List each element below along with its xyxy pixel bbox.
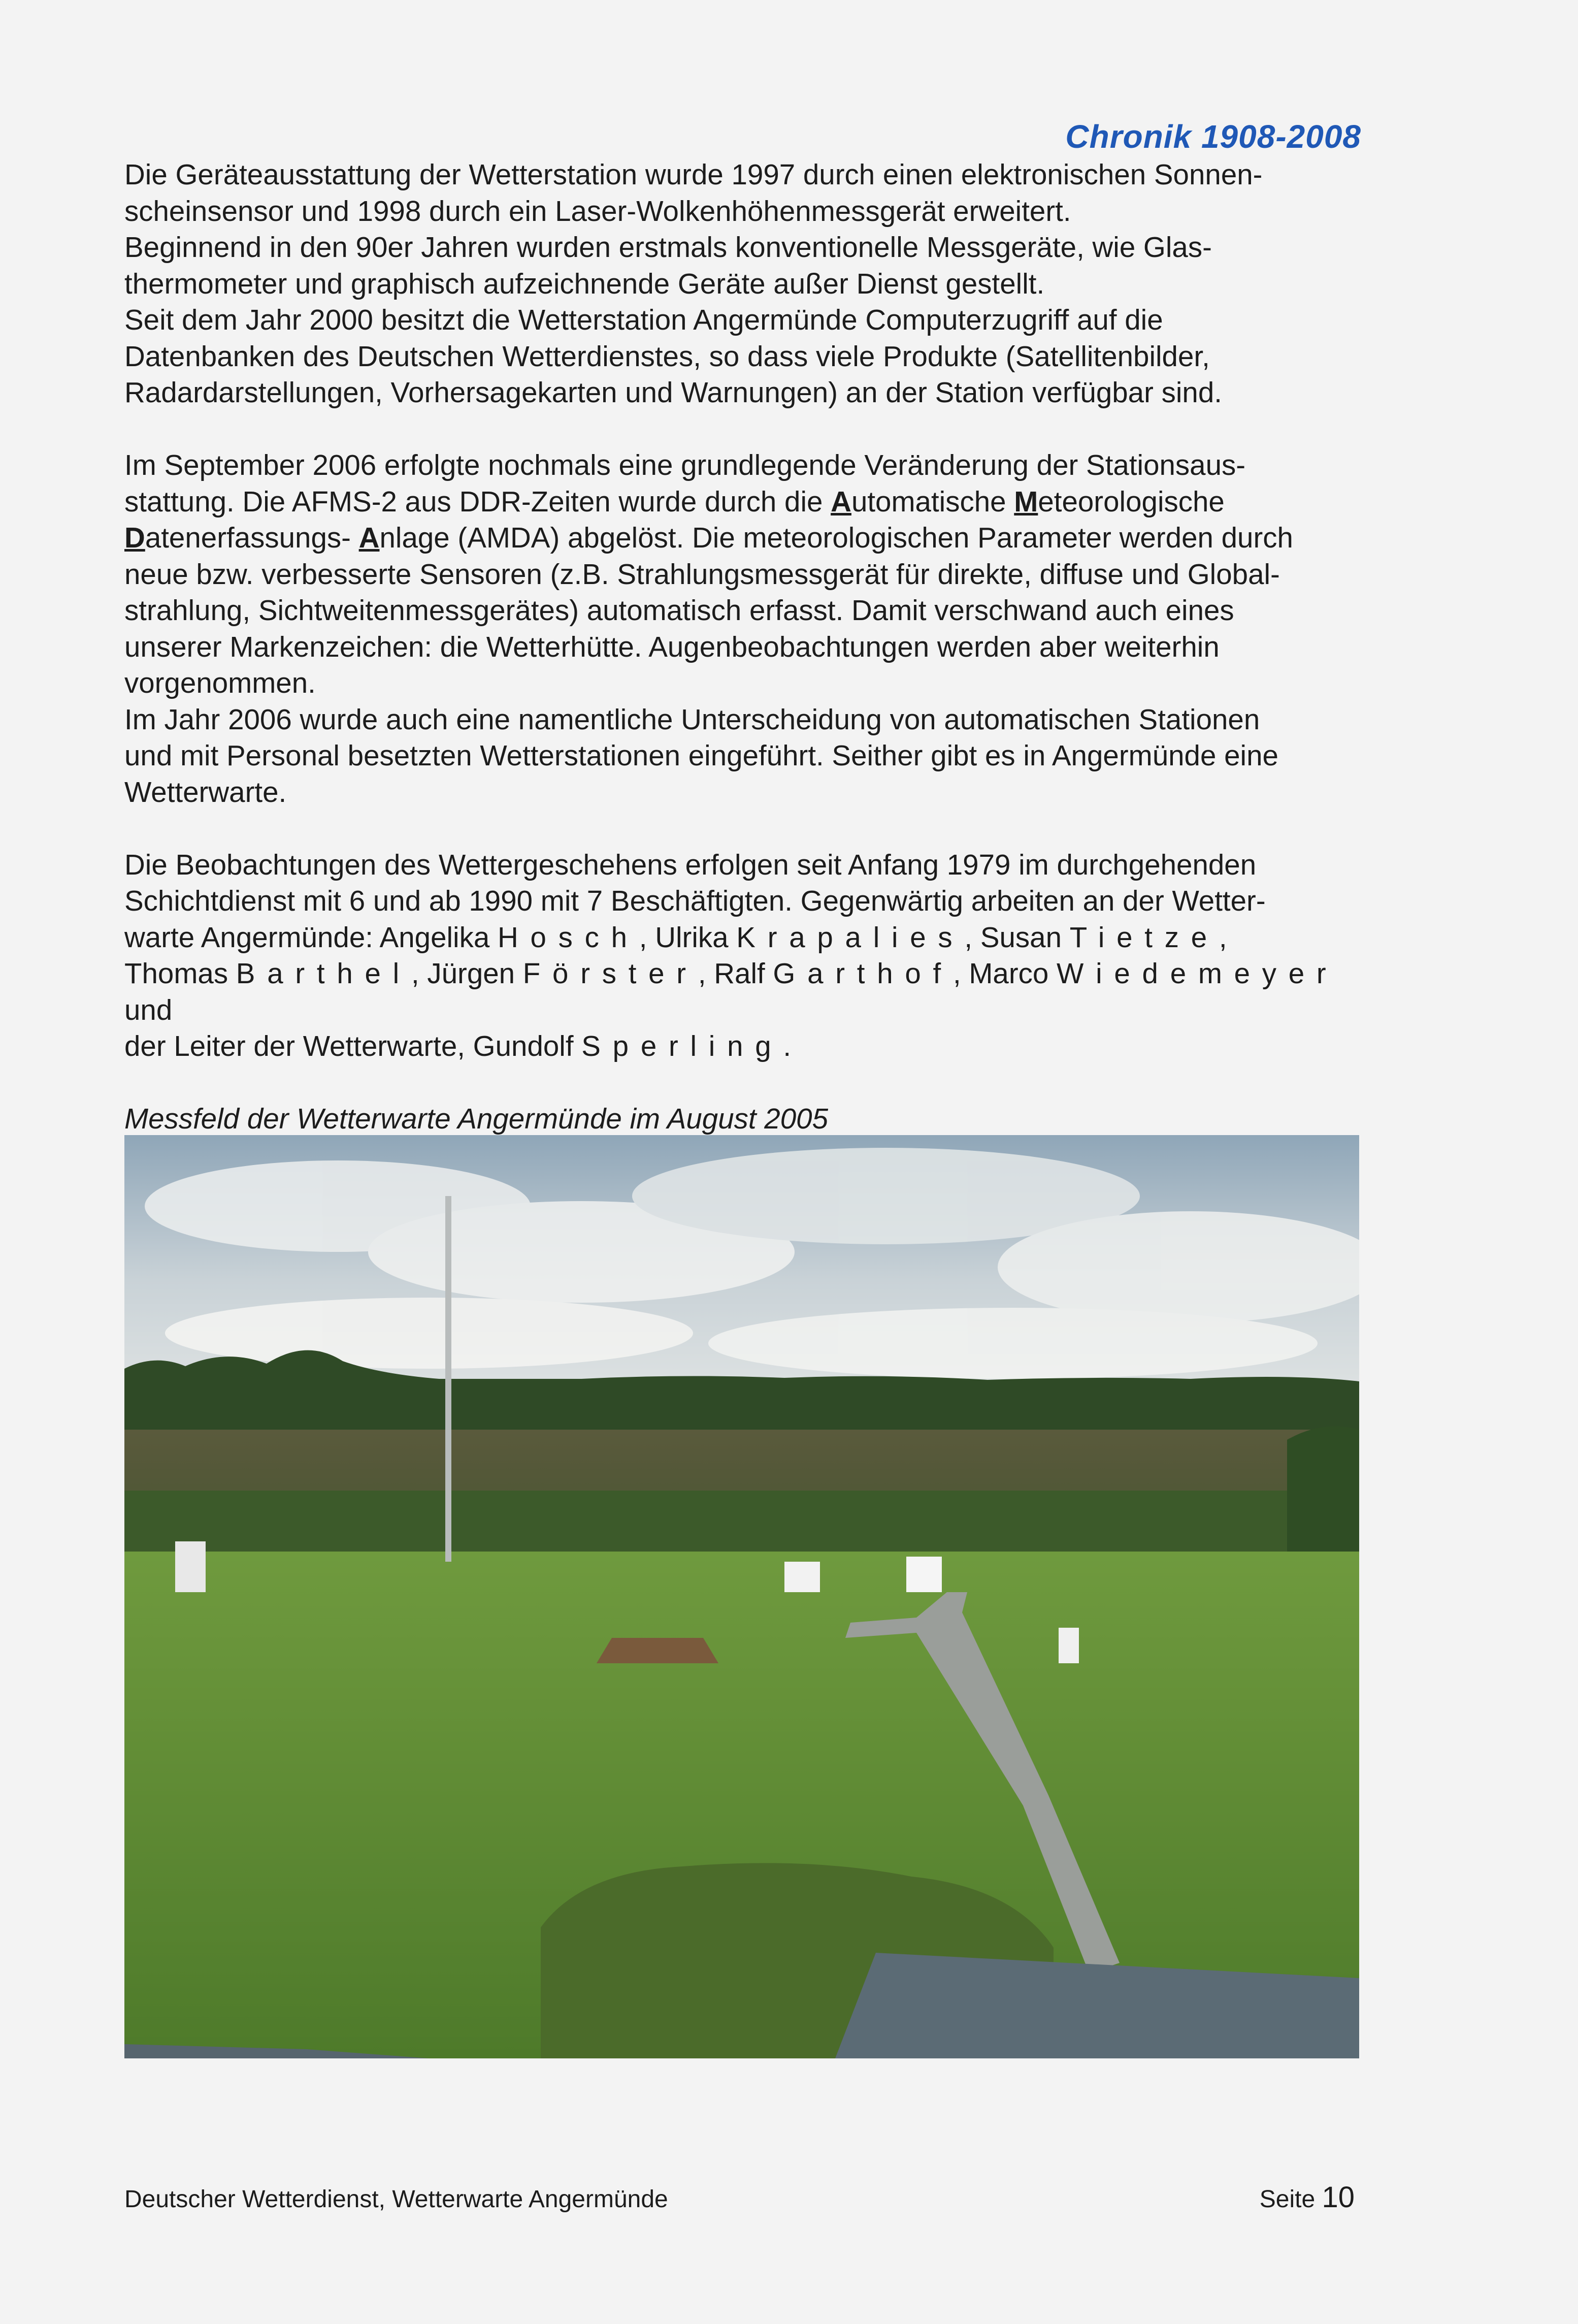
photo-container [906, 1557, 942, 1592]
photo-soil-plot [597, 1638, 718, 1663]
amda-letter-m: M [1014, 485, 1038, 518]
text-fragment: , Jürgen [411, 957, 523, 989]
text-line: unserer Markenzeichen: die Wetterhütte. Augenbeobachtungen werden aber weiterhin [124, 630, 1220, 663]
staff-name: Wiedemeyer [1057, 957, 1338, 989]
text-line: Die Beobachtungen des Wettergeschehens erfolgen seit Anfang 1979 im durchgehenden [124, 848, 1257, 881]
text-fragment: , [1219, 921, 1227, 953]
text-line: Die Geräteausstattung der Wetterstation wurde 1997 durch einen elektronischen Sonnen- [124, 158, 1263, 190]
text-line: vorgenommen. [124, 667, 316, 699]
staff-name: Sperling [581, 1030, 783, 1062]
photo-mast [445, 1196, 451, 1562]
text-fragment: nlage (AMDA) abgelöst. Die meteorologischen Parameter werden durch [379, 522, 1293, 554]
page-label: Seite [1259, 2186, 1316, 2213]
text-line [124, 919, 1363, 956]
text-fragment: und [124, 993, 173, 1026]
text-line: Seit dem Jahr 2000 besitzt die Wetterstation Angermünde Computerzugriff auf die [124, 304, 1163, 336]
text-line: neue bzw. verbesserte Sensoren (z.B. Strahlungsmessgerät für direkte, diffuse und Global- [124, 558, 1280, 590]
photo-radiation-stand [175, 1541, 206, 1592]
text-line [124, 1028, 1363, 1064]
text-line: Im Jahr 2006 wurde auch eine namentliche Unterscheidung von automatischen Stationen [124, 703, 1260, 735]
page-number-value: 10 [1322, 2181, 1355, 2214]
staff-name: Barthel [236, 957, 411, 989]
text-fragment: Thomas [124, 957, 236, 989]
photo-sensor-box [784, 1562, 820, 1592]
photo-hedge [124, 1491, 1359, 1557]
text-line: Radardarstellungen, Vorhersagekarten und Warnungen) an der Station verfügbar sind. [124, 376, 1222, 408]
body-text [124, 156, 1363, 1137]
staff-name: Tietze [1069, 921, 1219, 953]
text-fragment: warte Angermünde: Angelika [124, 921, 498, 953]
text-fragment: atenerfassungs- [145, 522, 359, 554]
text-line: Datenbanken des Deutschen Wetterdienstes, so dass viele Produkte (Satellitenbilder, [124, 340, 1210, 372]
amda-letter-a2: A [358, 522, 380, 554]
text-fragment: der Leiter der Wetterwarte, Gundolf [124, 1030, 582, 1062]
text-fragment: stattung. Die AFMS-2 aus DDR-Zeiten wurde durch die [124, 485, 831, 518]
text-fragment: utomatische [851, 485, 1014, 518]
photo-rain-gauge [1059, 1628, 1079, 1663]
page-number [1260, 2180, 1355, 2214]
photo-caption: Messfeld der Wetterwarte Angermünde im August 2005 [124, 1103, 828, 1135]
amda-letter-d: D [124, 522, 145, 554]
text-line: Im September 2006 erfolgte nochmals eine grundlegende Veränderung der Stationsaus- [124, 449, 1246, 481]
text-line: strahlung, Sichtweitenmessgerätes) automatisch erfasst. Damit verschwand auch eines [124, 594, 1234, 626]
amda-letter-a: A [831, 485, 851, 518]
staff-name: Garthof [773, 957, 953, 989]
text-line: Wetterwarte. [124, 776, 287, 808]
text-line [124, 520, 1363, 556]
text-fragment: , Ulrika [639, 921, 737, 953]
text-fragment: , Ralf [698, 957, 773, 989]
measuring-field-photo [124, 1135, 1359, 2058]
text-line: und mit Personal besetzten Wetterstationen eingeführt. Seither gibt es in Angermünde eine [124, 739, 1278, 771]
text-line: Beginnend in den 90er Jahren wurden erstmals konventionelle Messgeräte, wie Glas- [124, 231, 1212, 263]
text-line: thermometer und graphisch aufzeichnende Geräte außer Dienst gestellt. [124, 267, 1045, 300]
staff-name: Krapalies [736, 921, 965, 953]
staff-name: Förster [522, 957, 698, 989]
text-line [124, 955, 1363, 1028]
text-fragment: , Marco [952, 957, 1057, 989]
text-fragment: eteorologische [1038, 485, 1225, 518]
chronik-header: Chronik 1908-2008 [1065, 118, 1361, 155]
staff-name: Hosch [497, 921, 639, 953]
text-fragment: , Susan [964, 921, 1070, 953]
text-line: Schichtdienst mit 6 und ab 1990 mit 7 Beschäftigten. Gegenwärtig arbeiten an der Wetter- [124, 885, 1266, 917]
text-line: scheinsensor und 1998 durch ein Laser-Wolkenhöhenmessgerät erweitert. [124, 195, 1071, 227]
footer-publisher: Deutscher Wetterdienst, Wetterwarte Angermünde [124, 2186, 668, 2213]
text-fragment: . [783, 1030, 792, 1062]
text-line [124, 483, 1363, 520]
